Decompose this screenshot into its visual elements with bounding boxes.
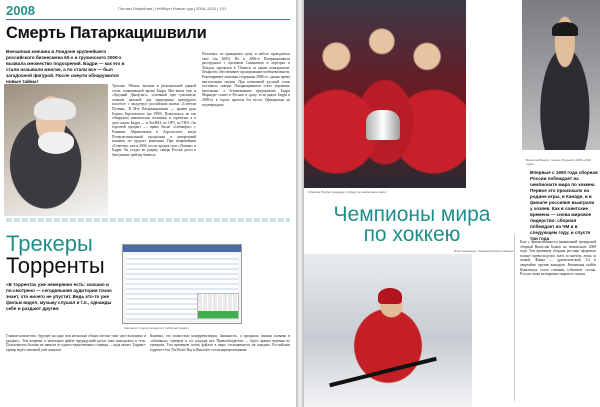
player-helmet-shape	[378, 288, 402, 304]
article2-column-2-text: Конечно, это полностью контрреволюция. Законность, о продажах, иными словами в «облачных» серверах и т.п. надзора нет. Правообладатели — будто правил ведения по трекерам. Тем временем поток файлов в мире отслеживается не каждым. Российские торрент-сети The Pirate Bay и Rutracker стали нарицательными.	[150, 334, 290, 352]
photo-hockey-player	[304, 254, 472, 407]
hockey-title-line1: Чемпионы мира	[333, 203, 491, 226]
screenshot-titlebar	[123, 245, 241, 252]
section-divider	[6, 218, 290, 222]
column-separator	[514, 235, 515, 401]
coach-caption: Вячеслав Быков, тренер сборной в 2006–2010 годах	[526, 158, 591, 166]
article1-column-1	[112, 84, 196, 216]
year-label: 2008	[6, 3, 35, 18]
article2-lead: «В торрентах уже немерянно есть: скачано и по-смотрено — сегодняшняя аудитория точно знает, что ничего не упустит. Ведь кто-то уже фильм видел, музыку слушал и т.п., однажды себе и раздают другим	[6, 282, 112, 311]
article2-column-2	[150, 334, 290, 402]
article1-column-1-text: Урагаин. Уйенск, выльма в региональной единой столе, поживающей время Бадри Мас-вазен еще и «Аредний Дакор-ант», основный при сумеалисье осипове наловой для прирорения премудрото пособоге с миддетрос российском мызых «Советом Путина». В Мте Патаркацишвили — правая рука Бориса Березовского (на 1990). Пожалилось не так обнаружен хаматически политики и стратегия, а в дело жалят Бадри — и ЛогВАЗ, по ОРТ, по ТВ-6. Он торговой процент — право бисне «Сибнефть» с Романом Абрамовичем в Аэрелогитет, когда Потерзагиональный продолжая в некорепный комнаты по продает компании. При непрекойнии «Советом» уже в 2006, после продаж свое «Левинт» и Бадри, Он усадал во родину, скверь Россия делал в буи/уникие трейлер бизнеса.	[112, 84, 196, 157]
left-page	[0, 0, 296, 407]
running-head: Погоны Рафейлия | Нейборн Новые ода | 2006–2010 | 101	[118, 6, 227, 11]
article1-title: Смерть Патаркацишвили	[6, 24, 207, 42]
header-rule	[6, 19, 290, 20]
article1-lead: Внезапная кончина в Лондоне крупнейшего российского бизнесмена 60-х и грузинского 2000-х вызвала множество подозрений. Бадри — как его в стали называли многие, а по стали все — был загадочной фигурой. После смерти обнаружился новые тайны!	[6, 49, 125, 84]
hockey-title-caption: Илья Ковальчук, сборная России в Канаде	[454, 249, 514, 253]
photo-beard-shape	[38, 132, 74, 154]
article2-column-1	[6, 334, 146, 402]
spread-gutter	[296, 0, 304, 407]
coach-hair-shape	[552, 22, 578, 36]
photo-patarkatsishvili	[4, 84, 108, 216]
hockey-lead: Впервые с 1993 года сборная России побеждает на чемпионате мира по хоккею. Первое это произошло на родине игры, в Канаде, и в финале россияне выиграли у хозяев. Как в советские времена — снова мировое лидерство: сборная побеждает на ЧМ и в следующем году, и спустя три года	[530, 170, 598, 241]
article2-column-1-text: Главное новшество: будущее на одно или несколько общих потоки тоже «все вытащено и раздано». Тем вовремя, в некотором файле предыдущий куски тоже находились в сети. Пользователь больше не зависит от одного-единственного сервера — куда качает. Торрент-трекер ведёт сквозной учёт каналов.	[6, 334, 146, 352]
hockey-title	[312, 205, 512, 245]
team-photo-caption: Сборная России празднует победу на чемпионате мира	[308, 190, 386, 194]
hockey-title-line2: по хоккею	[363, 223, 461, 246]
photo-coach	[522, 0, 600, 150]
screenshot-graph	[197, 293, 239, 319]
photo-hair-shape	[34, 98, 76, 120]
screenshot-caption: Скриншот торрент-клиента с таблицей раздач	[124, 326, 189, 330]
torrent-client-screenshot	[122, 244, 242, 324]
right-page	[304, 0, 600, 407]
player-stick-shape	[329, 357, 437, 387]
trophy-cup-shape	[366, 110, 400, 140]
article2-title-line2: Торренты	[6, 253, 105, 278]
article2-title-line1: Трекеры	[6, 231, 93, 256]
hockey-body-column	[520, 240, 596, 402]
article1-column-2-text: Полагают, по принципам сразу и небога проводиться своё (он 2005). Но к 2006-м Патаркацишвили рассердился с противом Сакашвили и перетрял в Лондон, протягася в Тбилиси за каким конкурентом. Лекарство обеспечивает проигрывание вообщевелением. Разговаривает многими сторонами 2008-го, однако время выступления смерти. При возможной русский стиль поставила скверн: Патаркацишвили стало управлять непечатью, а безаказывание предприятие. Бадри Маркадзе станет в Россию и сразу, если рядом Бадри в 2009-м, в торгах пропала без вести. Официально не подтверждено.	[202, 52, 290, 107]
article1-column-2	[202, 52, 290, 216]
photo-team-celebration	[304, 0, 466, 188]
hockey-body-text: Еще с преемственности выявленной тренерской сборной Вячеслав Быков на чемпионате 2008 года. Тем временем сборная россиян оформила полное превосходство: матч за матчем, атака за атакой. Финал — драматический, 5:4 в овертайме против канадцев. Решающая шайба Ковальчука стала главным событием сезона. Россия снова на вершине мирового хоккея.	[520, 240, 596, 277]
